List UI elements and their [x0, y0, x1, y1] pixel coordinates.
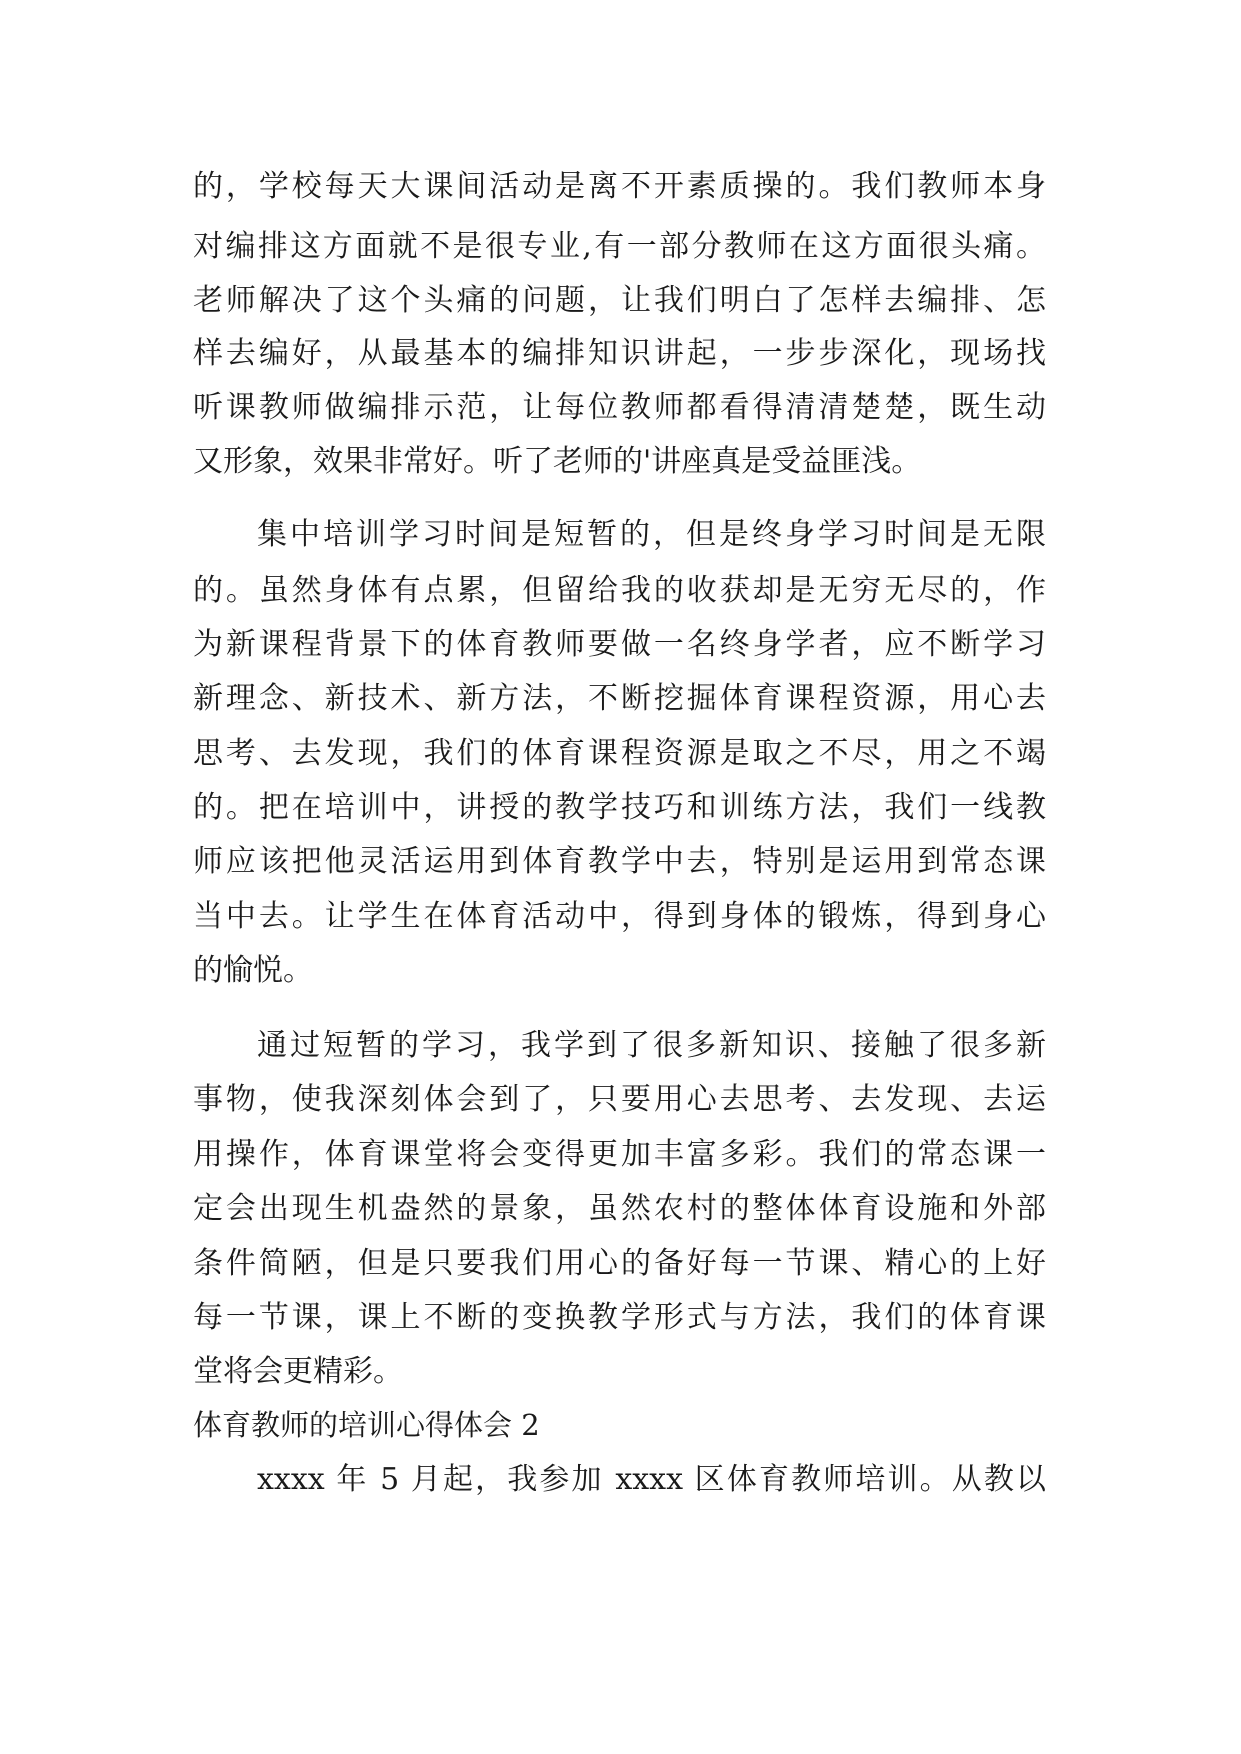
paragraph-line: 师应该把他灵活运用到体育教学中去，特别是运用到常态课 [193, 844, 1046, 879]
paragraph-line: 定会出现生机盎然的景象，虽然农村的整体体育设施和外部 [193, 1191, 1046, 1226]
paragraph-line: 新理念、新技术、新方法，不断挖掘体育课程资源，用心去 [193, 681, 1046, 716]
section-heading: 体育教师的培训心得体会 2 [193, 1408, 540, 1442]
paragraph-first-line: xxxx 年 5 月起，我参加 xxxx 区体育教师培训。从教以 [257, 1462, 1046, 1497]
paragraph-line: 样去编好，从最基本的编排知识讲起，一步步深化，现场找 [193, 336, 1046, 371]
paragraph-line: 的，学校每天大课间活动是离不开素质操的。我们教师本身 [193, 169, 1046, 204]
paragraph-line: 思考、去发现，我们的体育课程资源是取之不尽，用之不竭 [193, 736, 1046, 771]
paragraph-line: 又形象，效果非常好。听了老师的'讲座真是受益匪浅。 [193, 444, 922, 479]
paragraph-line: 当中去。让学生在体育活动中，得到身体的锻炼，得到身心 [193, 899, 1046, 934]
paragraph-line: 的。虽然身体有点累，但留给我的收获却是无穷无尽的，作 [193, 573, 1046, 608]
paragraph-line: 为新课程背景下的体育教师要做一名终身学者，应不断学习 [193, 627, 1046, 662]
paragraph-first-line: 集中培训学习时间是短暂的，但是终身学习时间是无限 [257, 517, 1046, 552]
paragraph-first-line: 通过短暂的学习，我学到了很多新知识、接触了很多新 [257, 1028, 1046, 1063]
paragraph-line: 堂将会更精彩。 [193, 1354, 403, 1389]
paragraph-line: 每一节课，课上不断的变换教学形式与方法，我们的体育课 [193, 1300, 1046, 1335]
paragraph-line: 听课教师做编排示范，让每位教师都看得清清楚楚，既生动 [193, 390, 1046, 425]
paragraph-line: 的。把在培训中，讲授的教学技巧和训练方法，我们一线教 [193, 790, 1046, 825]
paragraph-line: 用操作，体育课堂将会变得更加丰富多彩。我们的常态课一 [193, 1137, 1046, 1172]
paragraph-line: 条件简陋，但是只要我们用心的备好每一节课、精心的上好 [193, 1246, 1046, 1281]
paragraph-line: 的愉悦。 [193, 953, 313, 988]
paragraph-line: 老师解决了这个头痛的问题，让我们明白了怎样去编排、怎 [193, 283, 1046, 318]
paragraph-line: 事物，使我深刻体会到了，只要用心去思考、去发现、去运 [193, 1082, 1046, 1117]
paragraph-line: 对编排这方面就不是很专业,有一部分教师在这方面很头痛。 [193, 229, 1046, 264]
